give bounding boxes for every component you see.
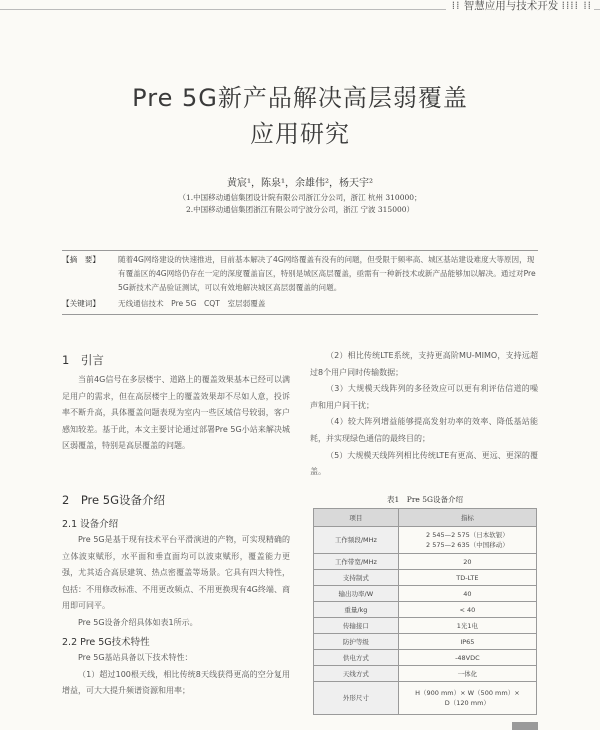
section-tag: [446, 0, 594, 12]
table-cell-value: < 40: [398, 602, 536, 618]
feature-item-5: （5）大规模天线阵列相比传统LTE有更高、更远、更深的覆盖。: [310, 450, 538, 477]
table-row: [314, 618, 537, 634]
section-2-1-heading: 2.1 设备介绍: [62, 519, 119, 530]
abstract-text: 随着4G网络建设的快速推进，目前基本解决了4G网络覆盖有没有的问题，但受限于频率高、城区基站建设难度大等原因，现有覆盖区的4G网络仍存在一定的深度覆盖盲区，特别是城区高层覆盖，亟需有一种新技术或新产品能够加以解决。通过对Pre 5G新技术产品验证测试，可以有效地解决城区高层弱覆盖的问题。: [118, 255, 536, 292]
section-2-2-heading: 2.2 Pre 5G技术特性: [62, 637, 150, 648]
paper-title-line1: Pre 5G新产品解决高层弱覆盖: [132, 84, 468, 112]
table-cell-value: TD-LTE: [398, 570, 536, 586]
header-dots-right: ⁞⁞⁞⁞ ⁞⁞: [561, 0, 592, 12]
affiliation-1: （1.中国移动通信集团设计院有限公司浙江分公司，浙江 杭州 310000；: [178, 193, 422, 202]
section-2-2-body: [62, 650, 290, 700]
table-row: [314, 586, 537, 602]
keywords-text: 无线通信技术 Pre 5G CQT 室层弱覆盖: [118, 299, 266, 308]
table-cell-value: 20: [398, 554, 536, 570]
table-cell-value: -48VDC: [398, 650, 536, 666]
table-header-row: [314, 509, 537, 527]
keywords-label: 【关键词】: [62, 299, 100, 308]
affiliation-2: 2.中国移动通信集团浙江有限公司宁波分公司，浙江 宁波 315000）: [185, 205, 415, 214]
section-1-body: [62, 372, 290, 455]
table-1-caption: 表1 Pre 5G设备介绍: [387, 495, 463, 504]
table-row: [314, 570, 537, 586]
feature-item-4: （4）较大阵列增益能够提高发射功率的效率、降低基站能耗，并实现绿色通信的最终目的；: [310, 417, 538, 443]
table-cell-value: 40: [398, 586, 536, 602]
table-cell-item: 供电方式: [314, 650, 399, 666]
abstract-block: [62, 253, 538, 297]
keywords-block: [62, 297, 538, 311]
section-2-heading: 2 Pre 5G设备介绍: [62, 493, 165, 507]
table-cell-value: 1光1电: [398, 618, 536, 634]
table-row: [314, 650, 537, 666]
table-cell-item: 输出功率/W: [314, 586, 399, 602]
table-cell-value: IP65: [398, 634, 536, 650]
table-cell-item: 防护等级: [314, 634, 399, 650]
table-header-item: 项目: [314, 509, 399, 527]
header-band: [0, 0, 600, 10]
section-1-heading: 1 引言: [62, 353, 104, 367]
table-cell-value: H（900 mm）× W（500 mm）× D（120 mm）: [398, 682, 536, 715]
table-row: [314, 554, 537, 570]
abstract-top-rule: [62, 250, 538, 251]
table-cell-value: 2 545—2 575（日本软银） 2 575—2 635（中国移动）: [398, 527, 536, 554]
section-tag-label: 智慧应用与技术开发: [463, 0, 559, 12]
table-cell-item: 天线方式: [314, 666, 399, 682]
section-2-2-paragraph-2: （1）超过100根天线，相比传统8天线获得更高的空分复用增益，可大大提升频谱资源和用率；: [62, 669, 290, 696]
table-row: [314, 666, 537, 682]
table-cell-item: 工作频段/MHz: [314, 527, 399, 554]
table-row: [314, 634, 537, 650]
section-2-2-paragraph-1: Pre 5G基站具备以下技术特性：: [78, 653, 193, 662]
table-cell-value: 一体化: [398, 666, 536, 682]
table-header-value: 指标: [398, 509, 536, 527]
section-2-1-body: [62, 532, 290, 632]
abstract-label: 【摘 要】: [62, 255, 100, 264]
table-cell-item: 重量/kg: [314, 602, 399, 618]
table-cell-item: 传输接口: [314, 618, 399, 634]
author-list: 黄宸¹，陈泉¹，余雄伟²，杨天宇²: [226, 178, 374, 189]
table-cell-item: 支持制式: [314, 570, 399, 586]
table-1: [313, 508, 537, 715]
right-column-body: [310, 348, 538, 481]
table-row: [314, 527, 537, 554]
table-cell-item: 工作带宽/MHz: [314, 554, 399, 570]
abstract-bottom-rule: [62, 314, 538, 315]
header-dots-left: ⁞⁞: [451, 0, 461, 12]
section-1-paragraph: 当前4G信号在多层楼宇、道路上的覆盖效果基本已经可以满足用户的需求，但在高层楼宇上的覆盖效果却不尽如人意，投诉率不断升高，具体覆盖问题表现为室内一些区域信号较弱，客户感知较差。基于此，本文主要讨论通过部署Pre 5G小站来解决城区弱覆盖，特别是高层覆盖的问题。: [62, 375, 290, 451]
paper-title-line2: 应用研究: [250, 120, 350, 148]
feature-item-2: （2）相比传统LTE系统，支持更高阶MU-MIMO，支持远超过8个用户同时传输数据；: [310, 351, 538, 377]
page-corner-tab: [512, 722, 538, 730]
section-2-1-paragraph-1: Pre 5G是基于现有技术平台平滑演进的产物，可实现精确的立体波束赋形，水平面和垂直面均可以波束赋形，覆盖能力更强，尤其适合高层建筑、热点密覆盖等场景。它具有四大特性，包括：不用修改标准、不用更改频点、不用更换现有4G终端、商用即可同平。: [62, 535, 290, 611]
table-cell-item: 外形尺寸: [314, 682, 399, 715]
table-row: [314, 682, 537, 715]
feature-item-3: （3）大规模天线阵列的多径效应可以更有利评估信道的噪声和用户间干扰；: [310, 384, 538, 410]
section-2-1-paragraph-2: Pre 5G设备介绍具体如表1所示。: [78, 617, 198, 627]
table-row: [314, 602, 537, 618]
